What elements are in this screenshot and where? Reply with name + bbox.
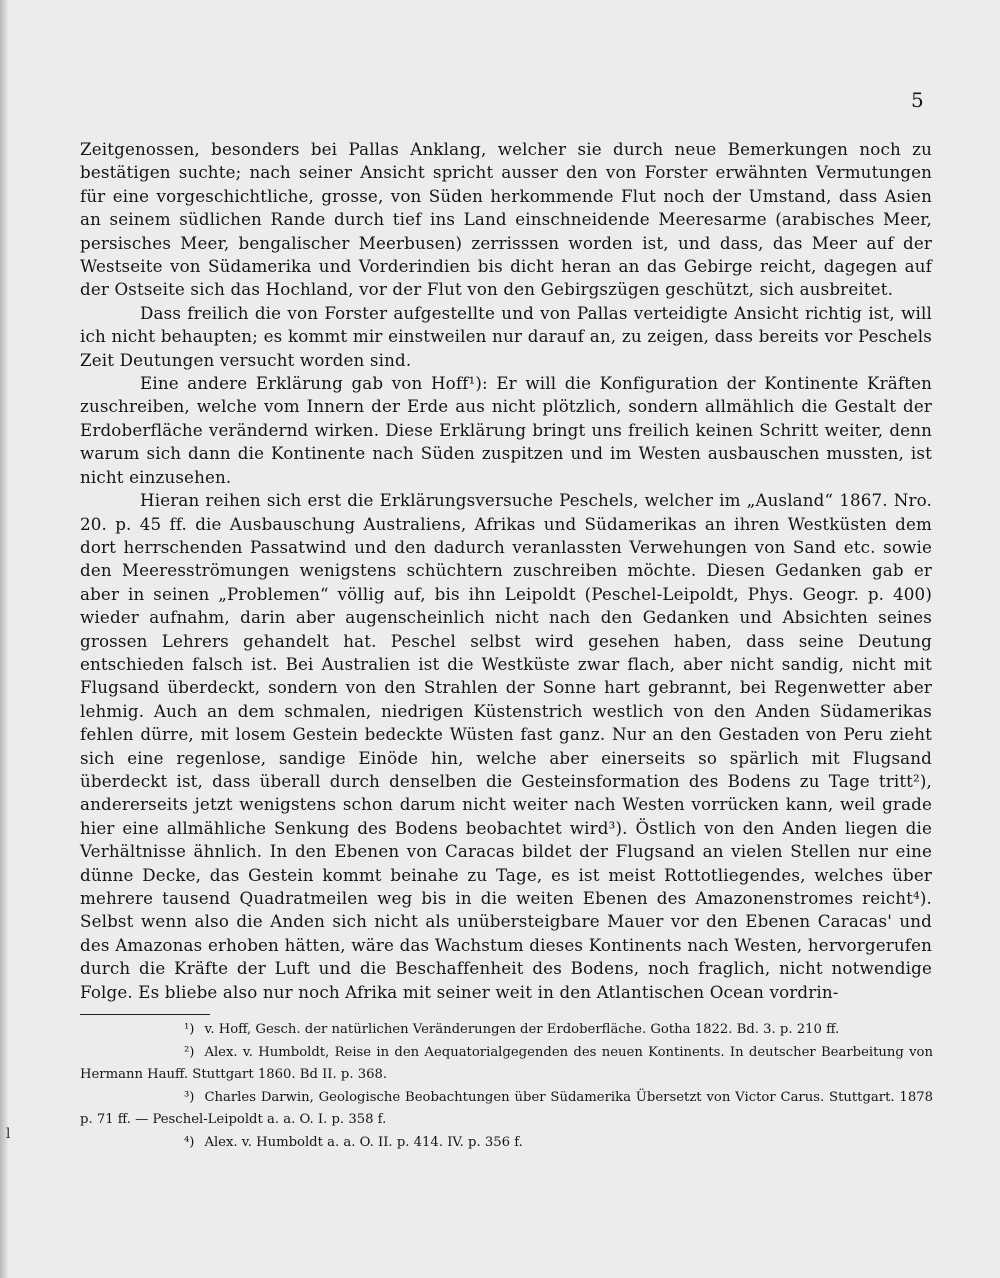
footnote-marker: ¹) [184,1022,195,1037]
paragraph: Hieran reihen sich erst die Erklärungsversuche Peschels, welcher im „Ausland“ 1867. Nro. 20. p. 45 ff. die Ausbauschung Australiens, Afrikas und Südamerikas an ihren Westküsten dem dort herrschenden Passatwind und den dadurch veranlassten Verwehungen von Sand etc. sowie den Meeresströmungen wenigstens schüchtern zuschreiben möchte. Diesen Gedanken gab er aber in seinen „Problemen“ völlig auf, bis ihn Leipoldt (Peschel-Leipoldt, Phys. Geogr. p. 400) wieder aufnahm, darin aber augenscheinlich nicht nach den Gedanken und Absichten seines grossen Lehrers gehandelt hat. Peschel selbst wird gesehen haben, dass seine Deutung entschieden falsch ist. Bei Australien ist die Westküste zwar flach, aber nicht sandig, nicht mit Flugsand überdeckt, sondern von den Strahlen der Sonne hart gebrannt, bei Regenwetter aber lehmig. Auch an dem schmalen, niedrigen Küstenstrich westlich von den Anden Südamerikas fehlen dürre, mit losem Gestein bedeckte Wüsten fast ganz. Nur an den Gestaden von Peru zieht sich eine regenlose, sandige Einöde hin, welche aber einerseits so spärlich mit Flugsand überdeckt ist, dass überall durch denselben die Gesteinsformation des Bodens zu Tage tritt²), andererseits jetzt wenigstens schon darum nicht weiter nach Westen vorrücken kann, weil grade hier eine allmähliche Senkung des Bodens beobachtet wird³). Östlich von den Anden liegen die Verhältnisse ähnlich. In den Ebenen von Caracas bildet der Flugsand an vielen Stellen nur eine dünne Decke, das Gestein kommt beinahe zu Tage, es ist meist Rottotliegendes, welches über mehrere tausend Quadratmeilen weg bis in die weiten Ebenen des Amazonenstromes reicht⁴). Selbst wenn also die Anden sich nicht als unübersteigbare Mauer vor den Ebenen Caracas' und des Amazonas erhoben hätten, wäre das Wachstum dieses Kontinents nach Westen, hervorgerufen durch die Kräfte der Luft und die Beschaffenheit des Bodens, noch fraglich, nicht notwendige Folge. Es bliebe also nur noch Afrika mit seiner weit in den Atlantischen Ocean vordrin- [80,490,932,1002]
margin-mark: l [6,1126,11,1142]
footnotes [80,1019,933,1155]
page-edge-shadow [0,0,11,1278]
footnote-text: v. Hoff, Gesch. der natürlichen Veränderungen der Erdoberfläche. Gotha 1822. Bd. 3. p. 210 ff. [204,1022,840,1037]
footnote-marker: ⁴) [184,1134,195,1150]
paragraph: Dass freilich die von Forster aufgestellte und von Pallas verteidigte Ansicht richtig ist, will ich nicht behaupten; es kommt mir einstweilen nur darauf an, zu zeigen, dass bereits vor Peschels Zeit Deutungen versucht worden sind. [80,302,932,370]
page-number: 5 [911,88,924,112]
footnote-marker: ²) [184,1044,195,1060]
footnote-marker: ³) [184,1089,195,1105]
footnote-text: Alex. v. Humboldt a. a. O. II. p. 414. IV. p. 356 f. [204,1134,523,1150]
paragraph: Eine andere Erklärung gab von Hoff¹): Er will die Konfiguration der Kontinente Kräften zuschreiben, welche vom Innern der Erde aus nicht plötzlich, sondern allmählich die Gestalt der Erdoberfläche verändernd wirken. Diese Erklärung bringt uns freilich keinen Schritt weiter, denn warum sich dann die Kontinente nach Süden zuspitzen und im Westen ausbauschen mussten, ist nicht einzusehen. [80,373,932,487]
footnote-separator [80,1014,210,1015]
paragraph: Zeitgenossen, besonders bei Pallas Anklang, welcher sie durch neue Bemerkungen noch zu bestätigen suchte; nach seiner Ansicht spricht ausser den von Forster erwähnten Vermutungen für eine vorgeschichtliche, grosse, von Süden herkommende Flut noch der Umstand, dass Asien an seinem südlichen Rande durch tief ins Land einschneidende Meeresarme (arabisches Meer, persisches Meer, bengalischer Meerbusen) zerrisssen worden ist, und dass, das Meer auf der Westseite von Südamerika und Vorderindien bis dicht heran an das Gebirge reicht, dagegen auf der Ostseite sich das Hochland, vor der Flut von den Gebirgszügen geschützt, sich ausbreitet. [80,139,932,300]
body-text [80,138,932,1004]
footnote [80,1087,933,1132]
footnote-text: Alex. v. Humboldt, Reise in den Aequatorialgegenden des neuen Kontinents. In deutscher Bearbeitung von Hermann Hauff. Stuttgart 1860. Bd II. p. 368. [80,1044,933,1083]
footnote-text: Charles Darwin, Geologische Beobachtungen über Südamerika Übersetzt von Victor Carus. Stuttgart. 1878 p. 71 ff. — Peschel-Leipoldt a. a. O. I. p. 358 f. [80,1089,933,1128]
footnote [80,1132,933,1155]
footnote [80,1019,933,1042]
footnote [80,1042,933,1087]
